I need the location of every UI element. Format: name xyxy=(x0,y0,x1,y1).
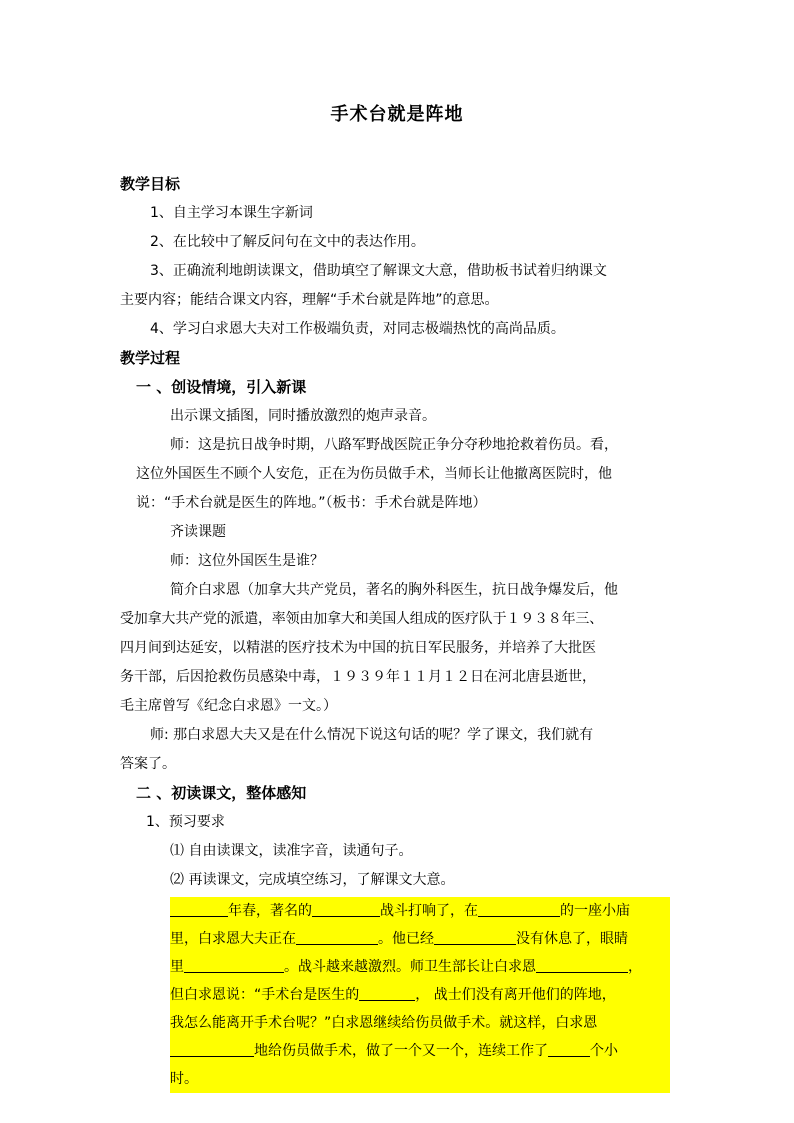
goal-item: 1、自主学习本课生字新词 xyxy=(150,205,313,221)
blank xyxy=(296,928,378,945)
paragraph-line: 出示课文插图，同时播放激烈的炮声录音。 xyxy=(170,408,436,424)
paragraph-line: 毛主席曾写《纪念白求恩》一文。） xyxy=(120,698,337,714)
page-title: 手术台就是阵地 xyxy=(330,104,464,125)
paragraph-line: 这位外国医生不顾个人安危，正在为伤员做手术，当师长让他撤离医院时，他 xyxy=(136,466,612,482)
section-heading-goals: 教学目标 xyxy=(120,175,181,193)
goal-item-continuation: 主要内容；能结合课文内容，理解“手术台就是阵地”的意思。 xyxy=(120,292,499,308)
fill-text: ， xyxy=(628,959,642,975)
fill-in-blank-exercise xyxy=(170,897,670,1093)
paragraph-line: 师: 那白求恩大夫又是在什么情况下说这句话的呢？学了课文，我们就有 xyxy=(150,727,594,743)
fill-text: 里 xyxy=(170,959,184,975)
blank xyxy=(170,900,200,917)
goal-item: 2、在比较中了解反问句在文中的表达作用。 xyxy=(150,234,425,250)
paragraph-line: 受加拿大共产党的派遣，率领由加拿大和美国人组成的医疗队于１９３８年三、 xyxy=(120,611,603,627)
requirement-item: ⑵ 再读课文，完成填空练习，了解课文大意。 xyxy=(170,872,455,888)
blank xyxy=(170,1040,254,1057)
fill-text: 。他已经 xyxy=(378,931,434,947)
goal-item: 4、学习白求恩大夫对工作极端负责，对同志极端热忱的高尚品质。 xyxy=(150,321,565,337)
blank xyxy=(434,928,516,945)
paragraph-line: 答案了。 xyxy=(120,756,176,772)
blank xyxy=(312,900,380,917)
paragraph-line: 师：这是抗日战争时期，八路军野战医院正争分夺秒地抢救着伤员。看， xyxy=(170,437,618,453)
fill-text: 没有休息了，眼睛 xyxy=(516,931,628,947)
fill-text: 年春，著名的 xyxy=(228,903,312,919)
fill-text: 的一座小庙 xyxy=(560,903,630,919)
fill-text: 战斗打响了，在 xyxy=(380,903,478,919)
paragraph-line: 四月间到达延安，以精湛的医疗技术为中国的抗日军民服务，并培养了大批医 xyxy=(120,640,596,656)
blank xyxy=(536,956,628,973)
fill-text: ， 战士们没有离开他们的阵地， xyxy=(415,987,616,1003)
paragraph-line: 简介白求恩（加拿大共产党员，著名的胸外科医生，抗日战争爆发后，他 xyxy=(170,582,618,598)
fill-text: 时。 xyxy=(170,1071,198,1087)
section-heading-process: 教学过程 xyxy=(120,349,181,367)
subsection-heading-2: 二 、初读课文，整体感知 xyxy=(136,784,307,802)
paragraph-line: 务干部，后因抢救伤员感染中毒，１９３９年１１月１２日在河北唐县逝世， xyxy=(120,669,596,685)
fill-text: 个小 xyxy=(590,1043,618,1059)
requirement-item: ⑴ 自由读课文，读准字音，读通句子。 xyxy=(170,843,413,859)
document-body xyxy=(120,170,680,1093)
blank xyxy=(478,900,560,917)
fill-text: 里，白求恩大夫正在 xyxy=(170,931,296,947)
fill-text: 但白求恩说：“手术台是医生的 xyxy=(170,987,360,1003)
paragraph-line: 齐读课题 xyxy=(170,524,226,540)
blank xyxy=(184,956,284,973)
subsection-item: 1、预习要求 xyxy=(146,814,225,830)
goal-item: 3、正确流利地朗读课文，借助填空了解课文大意，借助板书试着归纳课文 xyxy=(150,263,607,279)
paragraph-line: 说：“手术台就是医生的阵地。”（板书：手术台就是阵地） xyxy=(136,495,487,511)
blank xyxy=(359,984,415,1001)
fill-text: 地给伤员做手术，做了一个又一个，连续工作了 xyxy=(254,1043,548,1059)
fill-text: 。战斗越来越激烈。师卫生部长让白求恩 xyxy=(284,959,536,975)
paragraph-line: 师：这位外国医生是谁？ xyxy=(170,553,324,569)
blank xyxy=(200,900,228,917)
subsection-heading-1: 一 、创设情境，引入新课 xyxy=(136,378,307,396)
blank xyxy=(548,1040,590,1057)
fill-text: 我怎么能离开手术台呢？”白求恩继续给伤员做手术。就这样，白求恩 xyxy=(170,1015,598,1031)
